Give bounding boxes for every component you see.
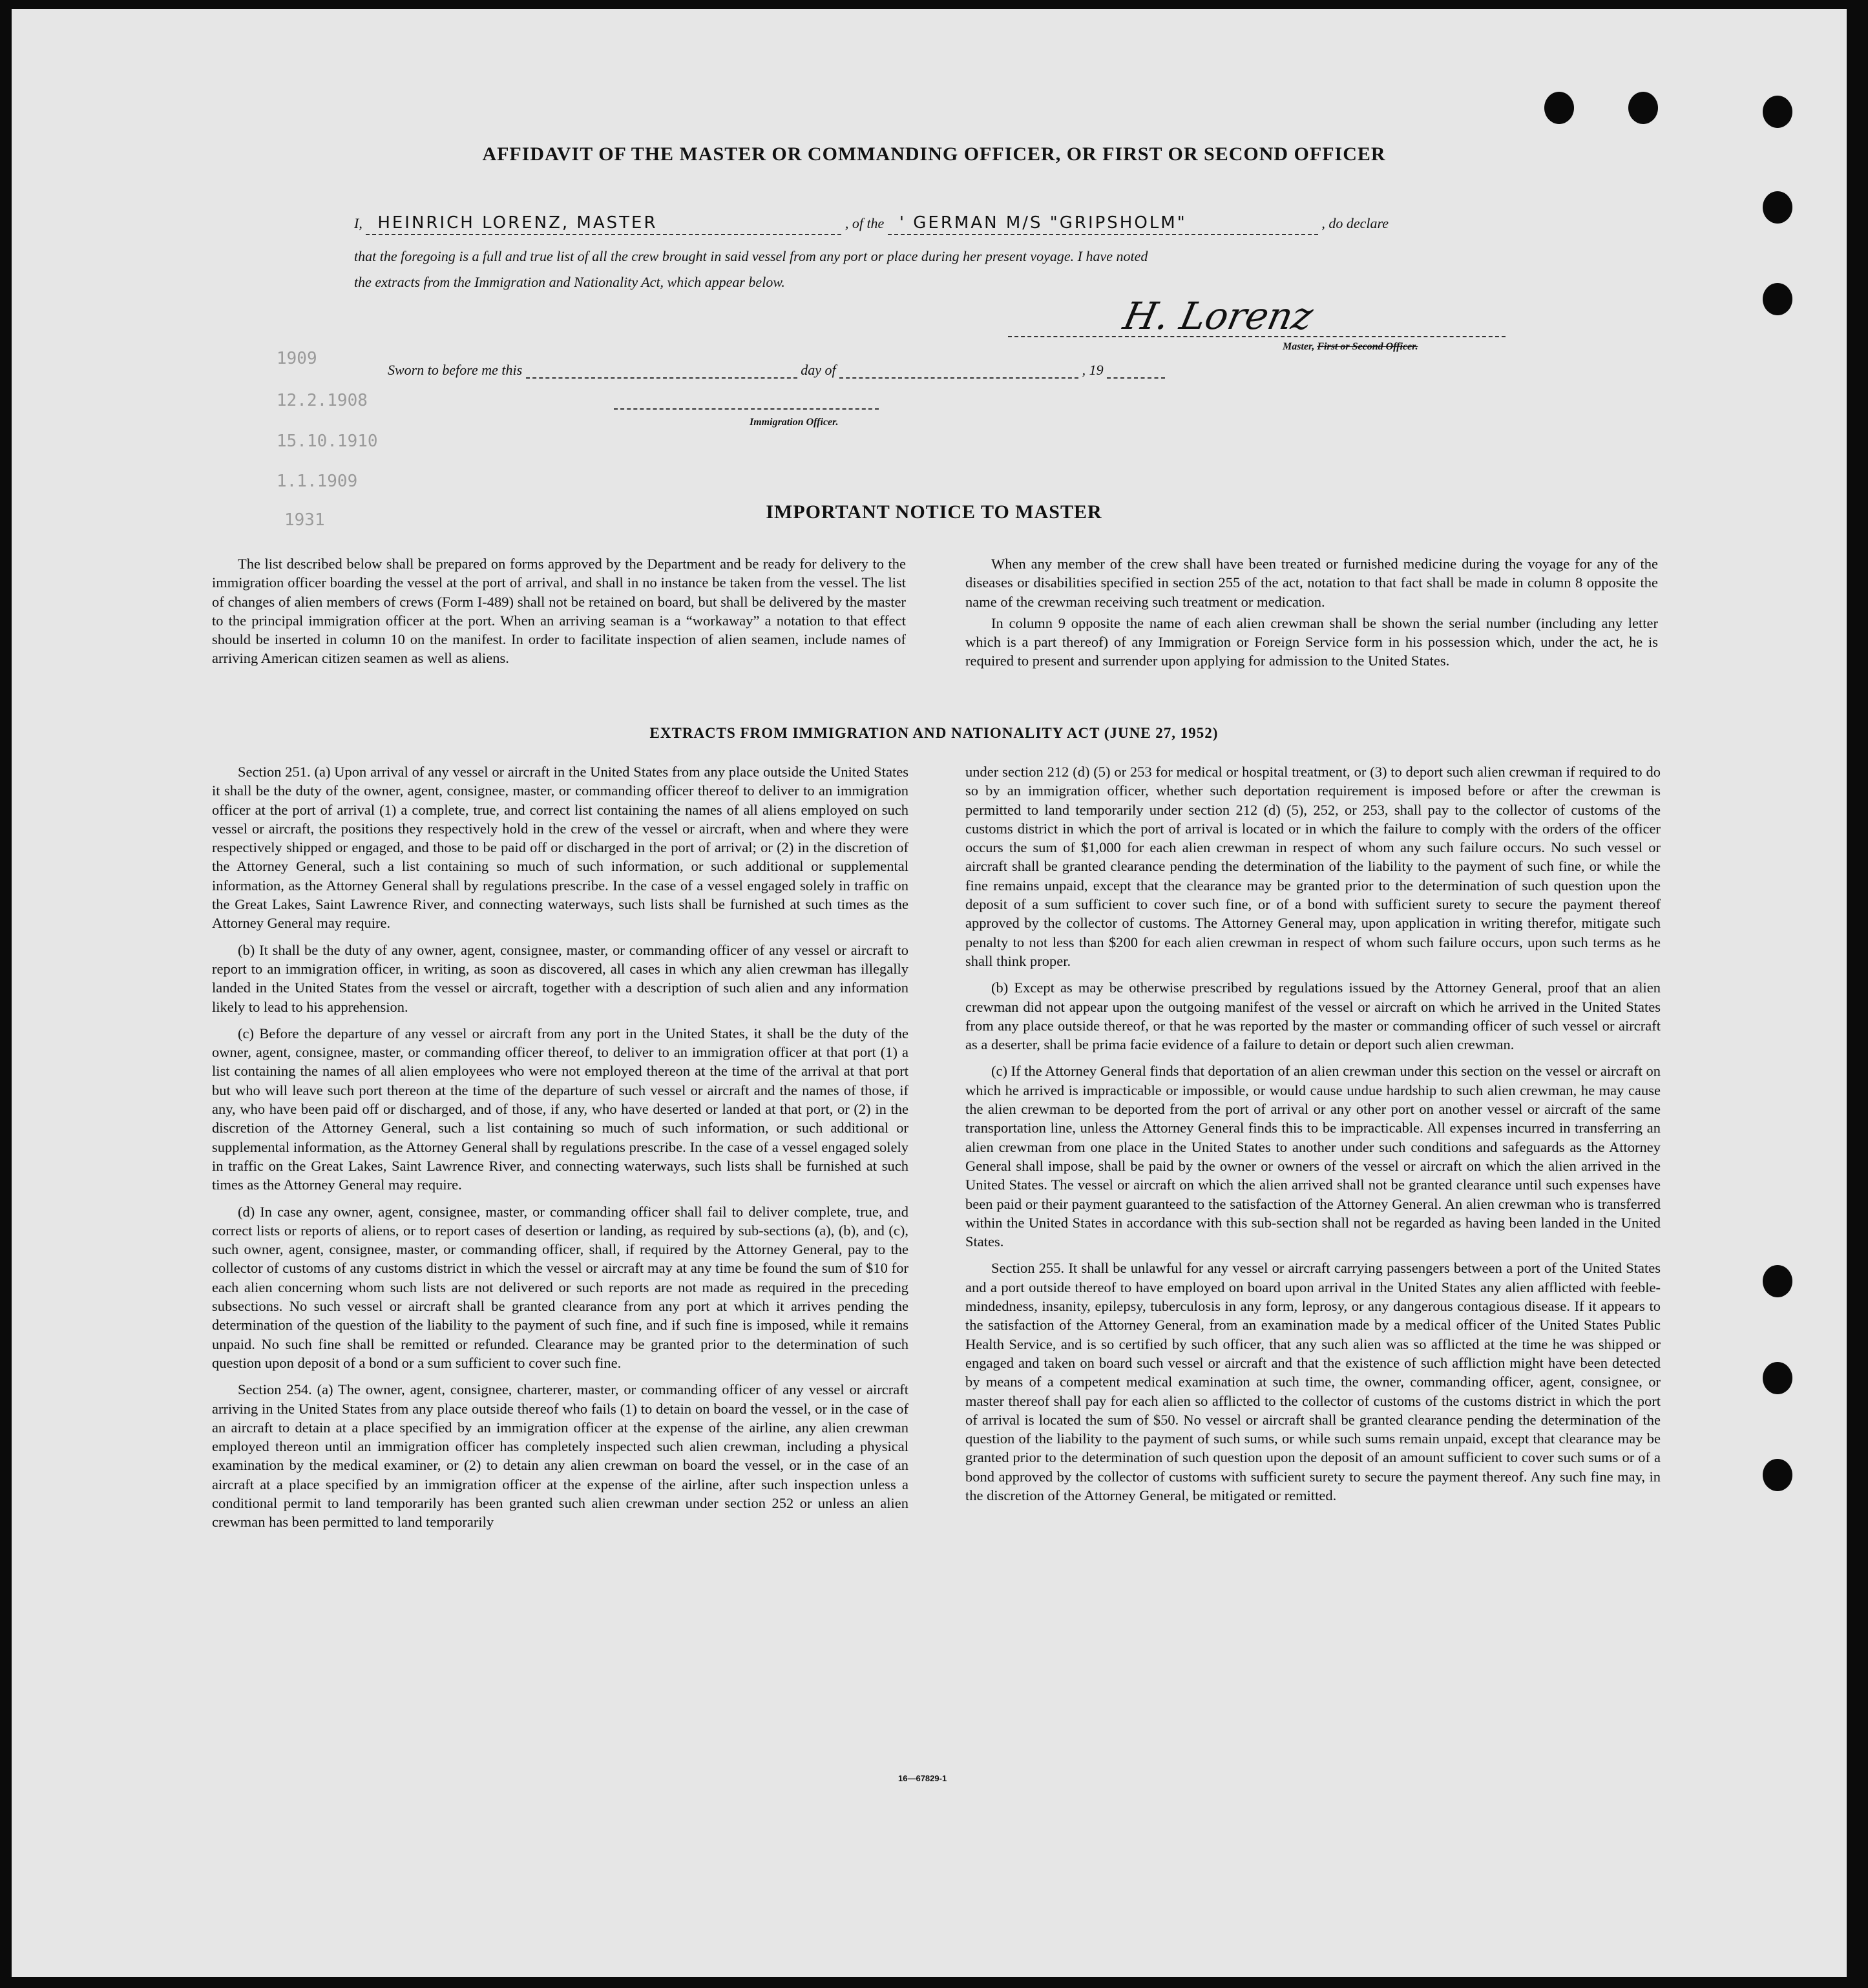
declaration-line-1 xyxy=(354,213,1582,235)
declaration-line-2: that the foregoing is a full and true list of all the crew brought in said vessel from any port or place during her present voyage. I have noted xyxy=(354,248,1148,264)
bleed-through-text: 1909 xyxy=(277,349,317,368)
extract-paragraph: (d) In case any owner, agent, consignee, master, or commanding officer shall fail to deliver complete, true, and correct lists or reports of aliens, or to report cases of desertion or landing, as required by sub-sections (a), (b), and (c), such owner, agent, consignee, master, or commanding officer, shall, if required by the Attorney General, pay to the collector of customs of any customs district in which the vessel or aircraft may at any time be found the sum of $10 for each alien concerning whom such lists are not delivered or such reports are not made as required in the preceding subsections. No such vessel or aircraft shall be granted clearance from any port at which it arrives pending the determination of the question of the liability to the payment of such fine, and if such fine is imposed, while it remains unpaid. No such fine shall be remitted or refunded. Clearance may be granted prior to the determination of such question upon deposit of a bond or a sum sufficient to cover such fine. xyxy=(212,1203,908,1371)
extract-paragraph: (b) Except as may be otherwise prescribed by regulations issued by the Attorney General, proof that an alien crewman did not appear upon the outgoing manifest of the vessel or aircraft on which he arrived in the United States from any place outside thereof, or that he was reported by the master or commanding officer of such vessel or aircraft as a deserter, shall be prima facie evidence of a failure to detain or deport such alien crewman. xyxy=(965,979,1661,1053)
punch-hole xyxy=(1763,96,1792,128)
sworn-date-field xyxy=(526,377,797,379)
of-the-label: , of the xyxy=(845,215,885,231)
notice-paragraph: In column 9 opposite the name of each alien crewman shall be shown the serial number (including any letter which is a part thereof) of any Immigration or Foreign Service form in his possession which, under the act, he is required to present and surrender upon applying for admission to the United States. xyxy=(965,614,1658,669)
master-name-field: HEINRICH LORENZ, MASTER xyxy=(366,213,841,235)
extract-paragraph: Section 251. (a) Upon arrival of any vessel or aircraft in the United States from any place outside the United States it shall be the duty of the owner, agent, consignee, master, or commanding officer thereof to deliver to an immigration officer at the port of arrival (1) a complete, true, and correct list containing the names of all aliens employed on such vessel or aircraft, the positions they respectively hold in the crew of the vessel or aircraft, when and where they were respectively shipped or engaged, and those to be paid off or discharged in the port of arrival; or (2) in the discretion of the Attorney General, such a list containing so much of such information, or such additional or supplemental information, as the Attorney General shall by regulations prescribe. In the case of a vessel engaged solely in traffic on the Great Lakes, Saint Lawrence River, and connecting waterways, such lists shall be furnished at such times as the Attorney General may require. xyxy=(212,764,908,932)
extract-paragraph: Section 255. It shall be unlawful for any vessel or aircraft carrying passengers between a port of the United States and a port outside thereof to have employed on board upon arrival in the United States any alien afflicted with feeble-mindedness, insanity, epilepsy, tuberculosis in any form, leprosy, or any dangerous contagious disease. If it appears to the satisfaction of the Attorney General, from an examination made by a medical officer of the United States Public Health Service, and is so certified by such officer, that any such alien was so afflicted at the time he was shipped or engaged and taken on board such vessel or aircraft and that the existence of such affliction might have been detected by means of a competent medical examination at such time, the owner, commanding officer, agent, consignee, or master thereof shall pay for each alien so afflicted to the collector of customs of the customs district in which the port of arrival is located the sum of $50. No vessel or aircraft shall be granted clearance pending the determination of the question of the liability to the payment of such sums, or while such sums remain unpaid, except that clearance may be granted prior to the determination of such question upon the deposit of an amount sufficient to cover such sums or of a bond approved by the collector of customs with sufficient surety to secure the payment thereof. Any such fine may, in the discretion of the Attorney General, be mitigated or remitted. xyxy=(965,1260,1661,1503)
punch-hole xyxy=(1628,92,1658,124)
extract-paragraph: Section 254. (a) The owner, agent, consignee, charterer, master, or commanding officer of any vessel or aircraft arriving in the United States from any place outside thereof who fails (1) to detain on board the vessel, or in the case of an aircraft to detain at a place specified by an immigration officer at the expense of the airline, any alien crewman employed thereon until an immigration officer has completely inspected such alien crewman, including a physical examination by the medical examiner, or (2) to detain any alien crewman on board the vessel, or in the case of an aircraft at a place specified by an immigration officer at the expense of the airline, after such inspection unless a conditional permit to land temporarily has been granted such alien crewman under section 252 or unless an alien crewman has been permitted to land temporarily xyxy=(212,1381,908,1531)
sworn-line xyxy=(388,362,1615,379)
punch-hole xyxy=(1763,1362,1792,1394)
i-label: I, xyxy=(354,215,362,231)
notice-right-column xyxy=(965,554,1658,678)
punch-hole xyxy=(1763,283,1792,315)
affidavit-title: AFFIDAVIT OF THE MASTER OR COMMANDING OFFICER, OR FIRST OR SECOND OFFICER xyxy=(482,143,1386,165)
immigration-officer-line xyxy=(614,408,879,410)
signer-title: Master, First or Second Officer. xyxy=(1283,341,1418,352)
immigration-officer-label: Immigration Officer. xyxy=(750,417,839,428)
extracts-title: EXTRACTS FROM IMMIGRATION AND NATIONALITY ACT (JUNE 27, 1952) xyxy=(649,725,1219,741)
signature: H. Lorenz xyxy=(1119,294,1317,338)
punch-hole xyxy=(1763,1459,1792,1491)
day-of-label: day of xyxy=(801,362,836,378)
bleed-through-text: 1931 xyxy=(284,510,325,530)
sworn-label: Sworn to before me this xyxy=(388,362,523,378)
notice-title: IMPORTANT NOTICE TO MASTER xyxy=(766,501,1102,523)
punch-hole xyxy=(1763,1265,1792,1297)
form-number: 16—67829-1 xyxy=(898,1774,947,1783)
notice-paragraph: The list described below shall be prepared on forms approved by the Department and be ready for delivery to the immigration officer boarding the vessel at the port of arrival, and shall in no instance be taken from the vessel. The list of changes of alien members of crews (Form I-489) shall not be retained on board, but shall be delivered by the master to the principal immigration officer at the port. When an arriving seaman is a “workaway” a notation to that effect should be inserted in column 10 on the manifest. In order to facilitate inspection of alien seamen, include names of arriving American citizen seamen as well as aliens. xyxy=(212,556,906,667)
extract-paragraph: under section 212 (d) (5) or 253 for medical or hospital treatment, or (3) to deport such alien crewman if required to do so by an immigration officer, whether such deportation requirement is imposed before or after the crewman is permitted to land temporarily under section 212 (d) (5), 252, or 253, shall pay to the collector of customs of the customs district in which the port of arrival is located or in which the failure to comply with the orders of the officer occurs the sum of $1,000 for each alien crewman in respect of whom any such failure occurs. No such vessel or aircraft shall be granted clearance pending the determination of the liability to the payment of such fine, or while the fine remains unpaid, except that the clearance may be granted prior to the determination of such question upon the deposit of a sum sufficient to cover such fine, or of a bond with sufficient surety to secure the payment thereof approved by the collector of customs. The Attorney General may, upon application in writing therefor, mitigate such penalty to not less than $200 for each alien crewman in respect of whom such failure occurs, upon such terms as he shall think proper. xyxy=(965,764,1661,969)
declaration-line-3: the extracts from the Immigration and Nationality Act, which appear below. xyxy=(354,274,785,290)
sworn-year-field xyxy=(1107,377,1165,379)
notice-paragraph: When any member of the crew shall have been treated or furnished medicine during the voyage for any of the diseases or disabilities specified in section 255 of the act, notation to that fact shall be made in column 8 opposite the name of the crewman receiving such treatment or medication. xyxy=(965,556,1658,610)
sworn-month-field xyxy=(839,377,1078,379)
vessel-name-field: ' GERMAN M/S "GRIPSHOLM" xyxy=(888,213,1318,235)
extracts-right-column xyxy=(965,762,1661,1512)
extract-paragraph: (b) It shall be the duty of any owner, agent, consignee, master, or commanding officer of any vessel or aircraft to report to an immigration officer, in writing, as soon as discovered, all cases in which any alien crewman has illegally landed in the United States from the vessel or aircraft, together with a description of such alien and any information likely to lead to his apprehension. xyxy=(212,941,908,1015)
bleed-through-text: 15.10.1910 xyxy=(277,432,378,451)
punch-hole xyxy=(1763,191,1792,224)
extract-paragraph: (c) If the Attorney General finds that deportation of an alien crewman under this section on the vessel or aircraft on which he arrived is impracticable or impossible, or would cause undue hardship to such alien crewman, he may cause the alien crewman to be deported from the port of arrival or any other port on another vessel or aircraft of the same transportation line, unless the Attorney General finds this to be impracticable. All expenses incurred in transferring an alien crewman from one place in the United States to another under such conditions and safeguards as the Attorney General shall impose, shall be paid by the owner or owners of the vessel or aircraft on which the alien arrived in the United States. The vessel or aircraft on which the alien arrived shall not be granted clearance until such expenses have been paid or their payment guaranteed to the satisfaction of the Attorney General. An alien crewman who is transferred within the United States in accordance with this sub-section shall not be regarded as having been landed in the United States. xyxy=(965,1063,1661,1250)
extracts-left-column xyxy=(212,762,908,1540)
bleed-through-text: 12.2.1908 xyxy=(277,391,368,410)
notice-left-column xyxy=(212,554,906,676)
do-declare-label: , do declare xyxy=(1321,215,1389,231)
year-label: , 19 xyxy=(1082,362,1104,378)
punch-hole xyxy=(1544,92,1574,124)
bleed-through-text: 1.1.1909 xyxy=(277,472,358,491)
extract-paragraph: (c) Before the departure of any vessel or aircraft from any port in the United States, it shall be the duty of the owner, agent, consignee, master, or commanding officer thereof, to deliver to an immigration officer at that port (1) a list containing the names of all alien employees who were not employed thereon at the time of the arrival at that port but who will leave such port thereon at the time of the departure of such vessel or aircraft and the names of those, if any, who have been paid off or discharged, and of those, if any, who have deserted or landed at that port, or (2) in the discretion of the Attorney General, such a list containing so much of such information, or such additional or supplemental information, as the Attorney General shall by regulations prescribe. In the case of a vessel engaged solely in traffic on the Great Lakes, Saint Lawrence River, and connecting waterways, such lists shall be furnished at such times as the Attorney General may require. xyxy=(212,1025,908,1193)
